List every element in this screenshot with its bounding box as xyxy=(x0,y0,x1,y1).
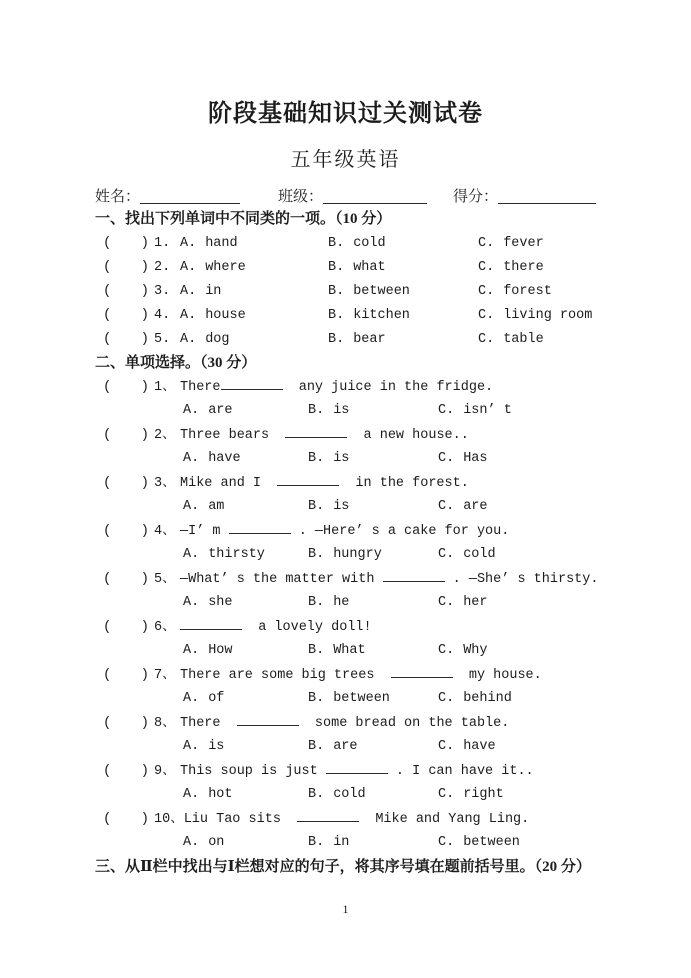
header-fields xyxy=(95,185,621,207)
bracket-close: ) xyxy=(140,667,149,683)
bracket-close: ) xyxy=(140,259,149,275)
option-key: A. xyxy=(183,643,200,658)
option-text: house xyxy=(205,308,246,323)
stem-text-after-blank: . —Here’ s a cake for you. xyxy=(290,524,510,539)
option-text: Has xyxy=(463,451,488,466)
classification-question-row xyxy=(103,255,621,279)
option-key: A. xyxy=(183,739,200,754)
bracket-open: ( xyxy=(103,235,112,251)
option-text: have xyxy=(463,739,496,754)
option-c-cell xyxy=(478,304,621,328)
option-key: B. xyxy=(308,403,325,418)
choice-question-options-row xyxy=(183,735,621,759)
option-c-cell xyxy=(438,399,621,423)
option-key: C. xyxy=(438,691,455,706)
option-key: B. xyxy=(328,236,345,251)
option-key: B. xyxy=(308,451,325,466)
option-key: C. xyxy=(438,739,455,754)
option-c-cell xyxy=(438,687,621,711)
choice-question-stem-row xyxy=(103,567,621,591)
bracket-close: ) xyxy=(140,619,149,635)
section2-heading: 二、单项选择。（30 分） xyxy=(95,355,257,371)
option-key: A. xyxy=(183,595,200,610)
answer-bracket xyxy=(103,519,149,543)
stem-text-before-blank: —What’ s the matter with xyxy=(180,572,383,587)
choice-question-options-row xyxy=(183,639,621,663)
stem-text-after-blank: some bread on the table. xyxy=(298,716,510,731)
option-key: C. xyxy=(478,308,495,323)
choice-question-options-row xyxy=(183,399,621,423)
stem-text-before-blank: Liu Tao sits xyxy=(183,812,298,827)
option-key: B. xyxy=(328,284,345,299)
option-text: between xyxy=(353,284,410,299)
question-number: 5、 xyxy=(154,572,176,587)
bracket-close: ) xyxy=(140,427,149,443)
option-key: C. xyxy=(478,284,495,299)
option-text: thirsty xyxy=(208,547,265,562)
fill-in-blank-line xyxy=(180,629,242,630)
choice-question-stem-row xyxy=(103,423,621,447)
option-c-cell xyxy=(438,447,621,471)
option-c-cell xyxy=(438,783,621,807)
option-key: C. xyxy=(438,499,455,514)
bracket-close: ) xyxy=(140,811,149,827)
bracket-open: ( xyxy=(103,427,112,443)
option-text: hungry xyxy=(333,547,382,562)
option-text: in xyxy=(205,284,222,299)
option-text: between xyxy=(463,835,520,850)
bracket-open: ( xyxy=(103,715,112,731)
stem-text-after-blank: Mike and Yang Ling. xyxy=(359,812,530,827)
option-key: C. xyxy=(438,835,455,850)
choice-question-options-row xyxy=(183,687,621,711)
bracket-open: ( xyxy=(103,667,112,683)
option-key: C. xyxy=(438,595,455,610)
option-text: cold xyxy=(333,787,366,802)
option-a-cell xyxy=(103,279,328,304)
option-b-cell xyxy=(328,304,478,328)
option-a-cell xyxy=(103,327,328,352)
option-a-cell xyxy=(183,831,308,855)
answer-bracket xyxy=(103,471,149,495)
question-number: 6、 xyxy=(154,620,176,635)
answer-bracket xyxy=(103,231,149,255)
choice-question-options-row xyxy=(183,831,621,855)
option-key: A. xyxy=(180,284,197,299)
option-b-cell xyxy=(328,232,478,256)
option-text: are xyxy=(208,403,233,418)
option-a-cell xyxy=(183,543,308,567)
question-number: 2. xyxy=(154,260,171,275)
option-key: B. xyxy=(328,332,345,347)
stem-text-after-blank: my house. xyxy=(452,668,542,683)
option-key: B. xyxy=(308,691,325,706)
option-a-cell xyxy=(183,687,308,711)
option-key: A. xyxy=(180,236,197,251)
answer-bracket xyxy=(103,279,149,303)
bracket-open: ( xyxy=(103,763,112,779)
bracket-open: ( xyxy=(103,307,112,323)
option-text: her xyxy=(463,595,488,610)
option-text: in xyxy=(333,835,350,850)
stem-text-before-blank: There are some big trees xyxy=(180,668,391,683)
bracket-close: ) xyxy=(140,475,149,491)
option-text: on xyxy=(208,835,225,850)
option-text: bear xyxy=(353,332,386,347)
choice-question-stem-row xyxy=(103,711,621,735)
answer-bracket xyxy=(103,255,149,279)
option-b-cell xyxy=(328,328,478,352)
question-number: 5. xyxy=(154,332,171,347)
option-key: C. xyxy=(438,403,455,418)
stem-text-before-blank: There xyxy=(180,380,221,395)
bracket-close: ) xyxy=(140,523,149,539)
stem-text-after-blank: in the forest. xyxy=(339,476,469,491)
question-number: 7、 xyxy=(154,668,176,683)
name-blank-line xyxy=(140,203,240,204)
option-b-cell xyxy=(308,687,438,711)
option-key: A. xyxy=(180,332,197,347)
stem-text-before-blank: Mike and I xyxy=(180,476,278,491)
page-title: 阶段基础知识过关测试卷 xyxy=(208,101,483,127)
class-blank-line xyxy=(323,203,427,204)
bracket-close: ) xyxy=(140,331,149,347)
question-number: 3、 xyxy=(154,476,176,491)
option-b-cell xyxy=(328,256,478,280)
question-number: 3. xyxy=(154,284,171,299)
option-text: am xyxy=(208,499,225,514)
option-text: dog xyxy=(205,332,230,347)
class-label: 班级： xyxy=(278,189,324,205)
option-key: B. xyxy=(308,643,325,658)
option-text: is xyxy=(333,499,350,514)
stem-text-after-blank: any juice in the fridge. xyxy=(282,380,494,395)
bracket-open: ( xyxy=(103,811,112,827)
option-text: table xyxy=(503,332,544,347)
page-number: 1 xyxy=(342,902,349,916)
question-number: 1、 xyxy=(154,380,176,395)
choice-question-stem-row xyxy=(103,471,621,495)
option-a-cell xyxy=(183,783,308,807)
option-a-cell xyxy=(183,495,308,519)
option-text: cold xyxy=(353,236,386,251)
choice-question-stem-row xyxy=(103,759,621,783)
question-number: 4. xyxy=(154,308,171,323)
answer-bracket xyxy=(103,807,149,831)
stem-text-after-blank: . I can have it.. xyxy=(387,764,534,779)
answer-bracket xyxy=(103,759,149,783)
option-key: A. xyxy=(180,308,197,323)
option-key: B. xyxy=(308,547,325,562)
choice-question-stem-row xyxy=(103,663,621,687)
option-text: behind xyxy=(463,691,512,706)
option-c-cell xyxy=(478,328,621,352)
option-key: B. xyxy=(308,499,325,514)
choice-question-options-row xyxy=(183,447,621,471)
option-c-cell xyxy=(438,639,621,663)
bracket-close: ) xyxy=(140,763,149,779)
option-text: hand xyxy=(205,236,238,251)
answer-bracket xyxy=(103,663,149,687)
bracket-open: ( xyxy=(103,523,112,539)
option-a-cell xyxy=(183,447,308,471)
stem-text-before-blank: —I’ m xyxy=(180,524,229,539)
choice-question-stem-row xyxy=(103,519,621,543)
option-text: is xyxy=(333,403,350,418)
option-key: C. xyxy=(438,451,455,466)
option-c-cell xyxy=(438,495,621,519)
option-b-cell xyxy=(308,447,438,471)
option-key: A. xyxy=(183,499,200,514)
question-number: 10、 xyxy=(154,812,184,827)
option-text: what xyxy=(353,260,386,275)
option-b-cell xyxy=(308,495,438,519)
bracket-close: ) xyxy=(140,715,149,731)
choice-question-stem-row xyxy=(103,615,621,639)
answer-bracket xyxy=(103,615,149,639)
fill-in-blank-line xyxy=(229,533,291,534)
choice-question-options-row xyxy=(183,783,621,807)
stem-text-after-blank: . —She’ s thirsty. xyxy=(444,572,599,587)
option-text: fever xyxy=(503,236,544,251)
choice-question-stem-row xyxy=(103,375,621,399)
bracket-open: ( xyxy=(103,283,112,299)
bracket-close: ) xyxy=(140,235,149,251)
option-text: isn’ t xyxy=(463,403,512,418)
option-c-cell xyxy=(478,256,621,280)
fill-in-blank-line xyxy=(237,725,299,726)
option-text: right xyxy=(463,787,504,802)
option-text: there xyxy=(503,260,544,275)
option-key: C. xyxy=(478,236,495,251)
question-number: 2、 xyxy=(154,428,176,443)
option-b-cell xyxy=(308,783,438,807)
choice-question-options-row xyxy=(183,591,621,615)
answer-bracket xyxy=(103,423,149,447)
option-text: she xyxy=(208,595,233,610)
fill-in-blank-line xyxy=(285,437,347,438)
option-text: hot xyxy=(208,787,233,802)
answer-bracket xyxy=(103,711,149,735)
bracket-open: ( xyxy=(103,331,112,347)
option-text: cold xyxy=(463,547,496,562)
answer-bracket xyxy=(103,327,149,351)
stem-text-before-blank: Three bears xyxy=(180,428,286,443)
score-blank-line xyxy=(498,203,596,204)
fill-in-blank-line xyxy=(326,773,388,774)
option-key: A. xyxy=(183,787,200,802)
classification-question-row xyxy=(103,303,621,327)
answer-bracket xyxy=(103,567,149,591)
section3-heading: 三、从Ⅱ栏中找出与Ⅰ栏想对应的句子，将其序号填在题前括号里。（20 分） xyxy=(95,859,591,875)
option-a-cell xyxy=(183,639,308,663)
option-key: C. xyxy=(478,260,495,275)
classification-question-row xyxy=(103,279,621,303)
classification-question-row xyxy=(103,327,621,351)
score-label: 得分： xyxy=(453,189,499,205)
fill-in-blank-line xyxy=(391,677,453,678)
classification-question-row xyxy=(103,231,621,255)
option-b-cell xyxy=(308,639,438,663)
page-subtitle: 五年级英语 xyxy=(290,149,401,171)
choice-question-options-row xyxy=(183,495,621,519)
bracket-close: ) xyxy=(140,283,149,299)
option-key: B. xyxy=(308,739,325,754)
option-key: C. xyxy=(438,787,455,802)
option-text: Why xyxy=(463,643,488,658)
option-text: where xyxy=(205,260,246,275)
fill-in-blank-line xyxy=(221,389,283,390)
stem-text-before-blank: This soup is just xyxy=(180,764,326,779)
bracket-open: ( xyxy=(103,475,112,491)
option-text: are xyxy=(333,739,358,754)
bracket-open: ( xyxy=(103,259,112,275)
option-c-cell xyxy=(438,831,621,855)
option-b-cell xyxy=(308,399,438,423)
option-text: What xyxy=(333,643,366,658)
option-key: A. xyxy=(183,451,200,466)
option-a-cell xyxy=(183,735,308,759)
question-number: 8、 xyxy=(154,716,176,731)
option-key: B. xyxy=(308,787,325,802)
option-a-cell xyxy=(103,303,328,328)
option-text: are xyxy=(463,499,488,514)
option-a-cell xyxy=(183,399,308,423)
fill-in-blank-line xyxy=(277,485,339,486)
option-text: kitchen xyxy=(353,308,410,323)
option-a-cell xyxy=(183,591,308,615)
option-key: B. xyxy=(328,308,345,323)
bracket-close: ) xyxy=(140,571,149,587)
fill-in-blank-line xyxy=(383,581,445,582)
option-text: of xyxy=(208,691,225,706)
question-number: 4、 xyxy=(154,524,176,539)
stem-text-after-blank: a lovely doll! xyxy=(242,620,372,635)
option-a-cell xyxy=(103,231,328,256)
option-text: have xyxy=(208,451,241,466)
option-text: is xyxy=(333,451,350,466)
fill-in-blank-line xyxy=(297,821,359,822)
option-b-cell xyxy=(308,831,438,855)
question-number: 1. xyxy=(154,236,171,251)
option-text: How xyxy=(208,643,233,658)
option-c-cell xyxy=(478,280,621,304)
option-key: A. xyxy=(183,547,200,562)
option-b-cell xyxy=(328,280,478,304)
option-c-cell xyxy=(438,735,621,759)
option-text: forest xyxy=(503,284,552,299)
option-b-cell xyxy=(308,543,438,567)
bracket-close: ) xyxy=(140,307,149,323)
option-c-cell xyxy=(438,543,621,567)
option-key: C. xyxy=(438,643,455,658)
answer-bracket xyxy=(103,375,149,399)
option-c-cell xyxy=(478,232,621,256)
option-text: is xyxy=(208,739,225,754)
option-key: B. xyxy=(308,595,325,610)
option-key: B. xyxy=(328,260,345,275)
option-key: A. xyxy=(183,691,200,706)
stem-text-after-blank: a new house.. xyxy=(347,428,469,443)
option-key: C. xyxy=(438,547,455,562)
choice-question-stem-row xyxy=(103,807,621,831)
option-b-cell xyxy=(308,591,438,615)
option-a-cell xyxy=(103,255,328,280)
bracket-open: ( xyxy=(103,379,112,395)
option-text: between xyxy=(333,691,390,706)
option-key: A. xyxy=(180,260,197,275)
option-text: living room xyxy=(503,308,593,323)
bracket-open: ( xyxy=(103,619,112,635)
option-c-cell xyxy=(438,591,621,615)
section1-heading: 一、找出下列单词中不同类的一项。（10 分） xyxy=(95,211,392,227)
option-key: C. xyxy=(478,332,495,347)
stem-text-before-blank: There xyxy=(180,716,237,731)
answer-bracket xyxy=(103,303,149,327)
name-label: 姓名： xyxy=(95,189,141,205)
bracket-open: ( xyxy=(103,571,112,587)
bracket-close: ) xyxy=(140,379,149,395)
option-text: he xyxy=(333,595,350,610)
option-key: A. xyxy=(183,403,200,418)
option-key: A. xyxy=(183,835,200,850)
option-key: B. xyxy=(308,835,325,850)
choice-question-options-row xyxy=(183,543,621,567)
question-number: 9、 xyxy=(154,764,176,779)
option-b-cell xyxy=(308,735,438,759)
